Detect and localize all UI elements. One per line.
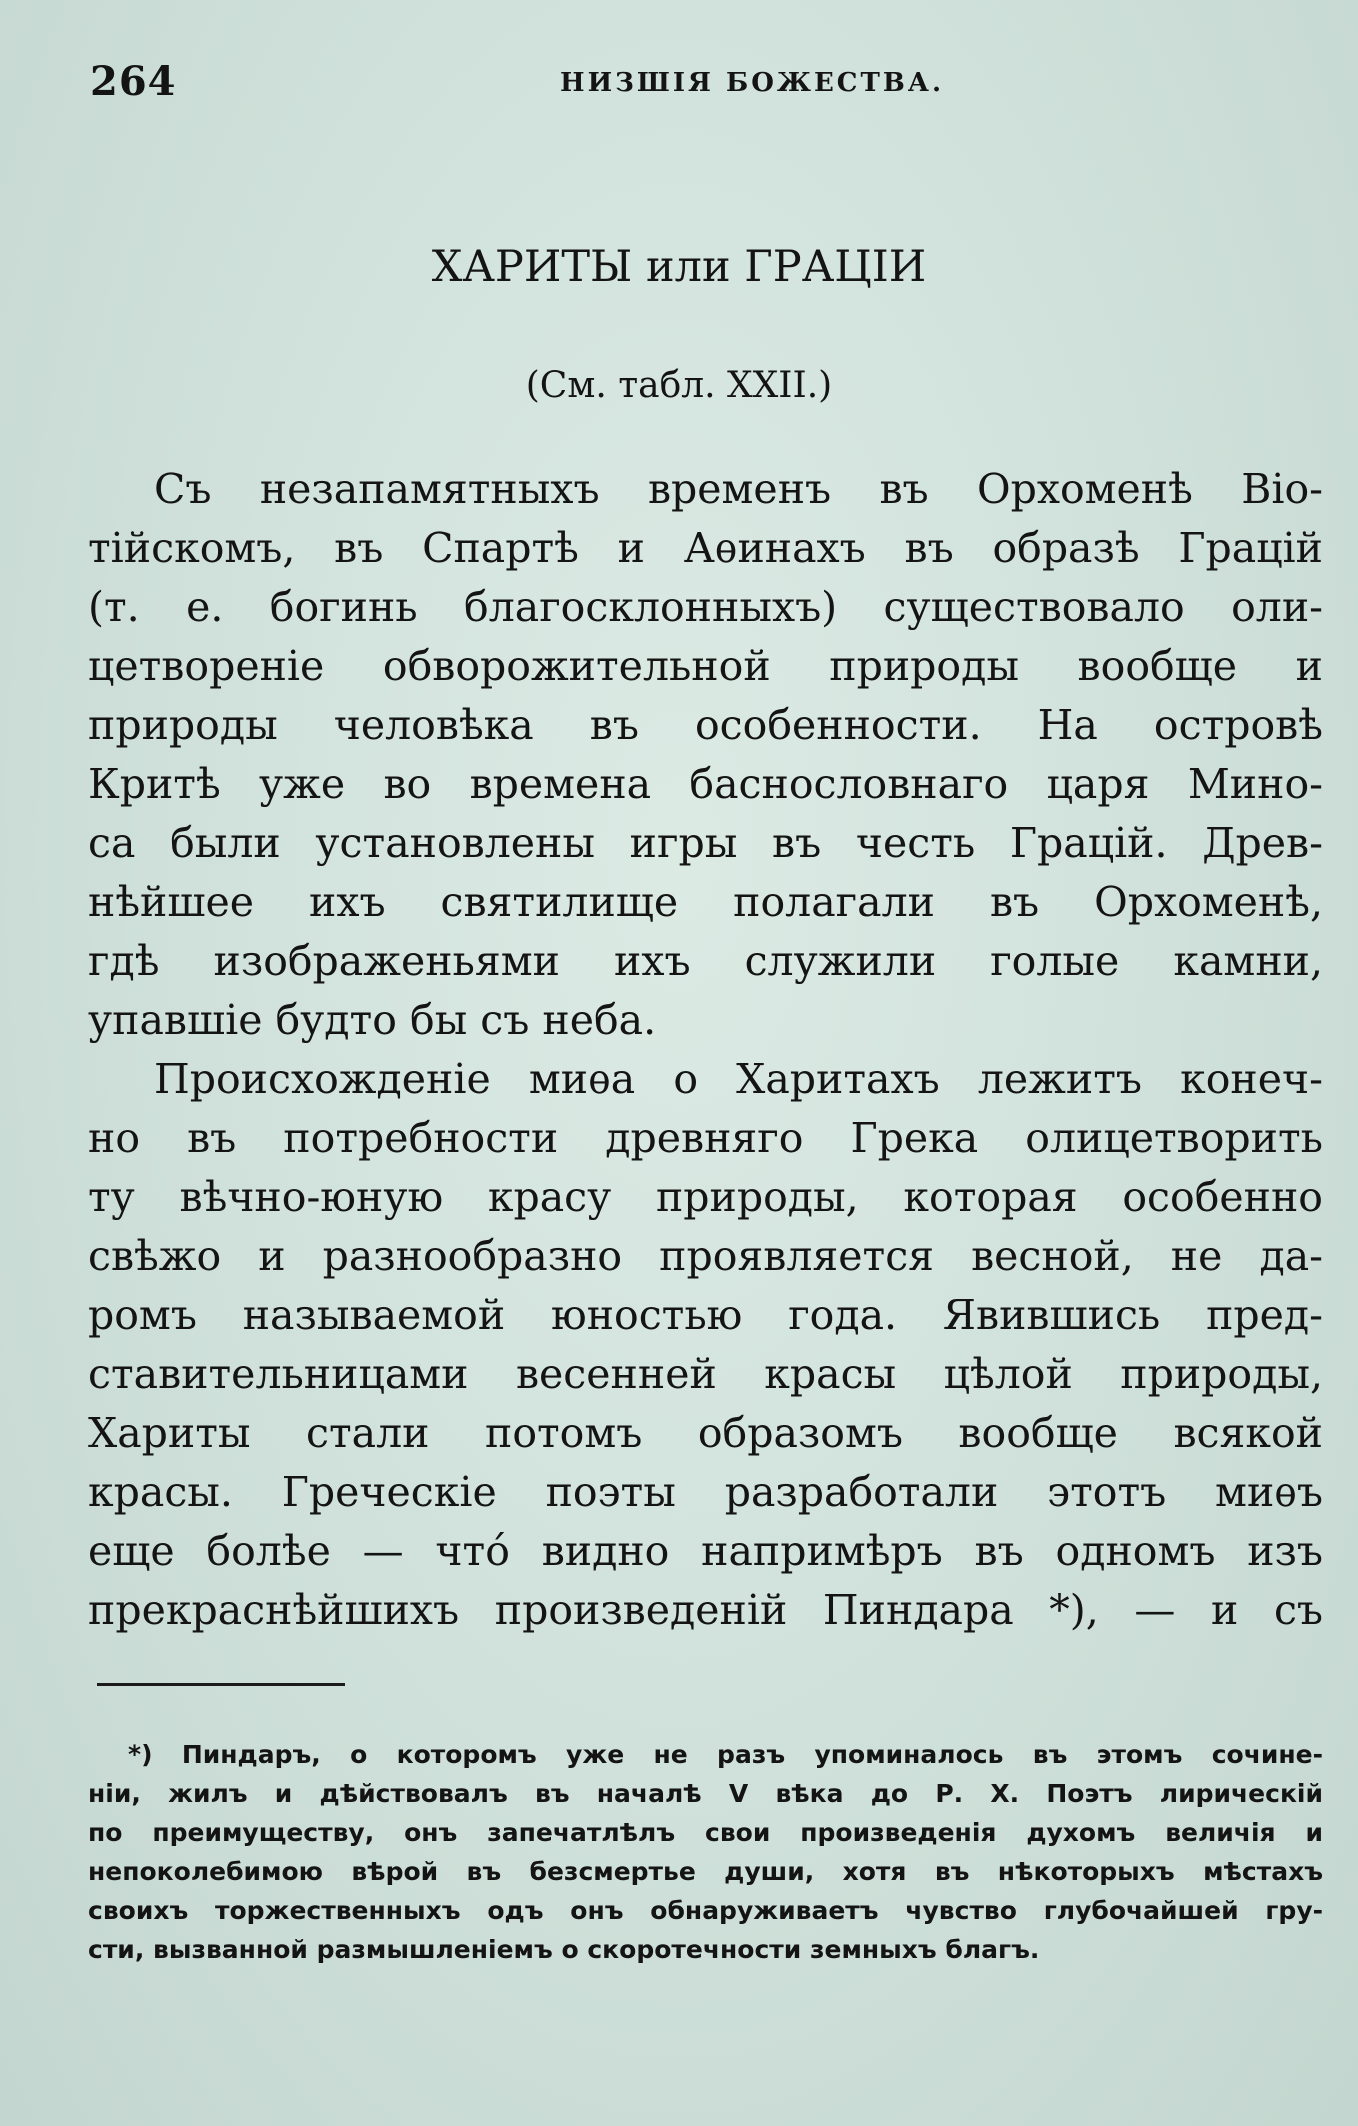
body-line: гдѣ изображеньями ихъ служили голые камни,: [88, 937, 1323, 985]
body-line: (т. е. богинь благосклонныхъ) существовало оли-: [88, 583, 1323, 631]
footnote: [88, 1735, 1323, 1969]
body-line: но въ потребности древняго Грека олицетворить: [88, 1114, 1323, 1162]
page-header: [90, 58, 1330, 108]
footnote-line: своихъ торжественныхъ одъ онъ обнаруживаетъ чувство глубочайшей гру-: [88, 1896, 1323, 1925]
section-title: ХАРИТЫ или ГРАЦІИ: [431, 242, 927, 292]
footnote-line: сти, вызванной размышленіемъ о скоротечности земныхъ благъ.: [88, 1935, 1040, 1964]
body-line: ромъ называемой юностью года. Явившись пред-: [88, 1291, 1323, 1339]
body-line: Критѣ уже во времена баснословнаго царя Мино-: [88, 760, 1323, 808]
body-line: ту вѣчно-юную красу природы, которая особенно: [88, 1173, 1323, 1221]
footnote-line: *) Пиндаръ, о которомъ уже не разъ упоминалось въ этомъ сочине-: [128, 1740, 1323, 1769]
footnote-line: по преимуществу, онъ запечатлѣлъ свои произведенія духомъ величія и: [88, 1818, 1323, 1847]
footnote-line: непоколебимою вѣрой въ безсмертье души, хотя въ нѣкоторыхъ мѣстахъ: [88, 1857, 1323, 1886]
body-line: прекраснѣйшихъ произведеній Пиндара *), — и съ: [88, 1586, 1323, 1634]
body-line: еще болѣе — что́ видно напримѣръ въ одномъ изъ: [88, 1527, 1323, 1575]
body-line: цетвореніе обворожительной природы вообще и: [88, 642, 1323, 690]
body-line: Съ незапамятныхъ временъ въ Орхоменѣ Віо-: [154, 465, 1323, 513]
section-subtitle: (См. табл. XXII.): [525, 365, 833, 406]
page-number: 264: [90, 58, 177, 105]
body-line: красы. Греческіе поэты разработали этотъ миѳъ: [88, 1468, 1323, 1516]
body-line: упавшіе будто бы съ неба.: [88, 996, 657, 1044]
body-line: нѣйшее ихъ святилище полагали въ Орхоменѣ,: [88, 878, 1323, 926]
body-line: тійскомъ, въ Спартѣ и Аѳинахъ въ образѣ Грацій: [88, 524, 1323, 572]
body-line: природы человѣка въ особенности. На островѣ: [88, 701, 1323, 749]
body-text: [88, 460, 1323, 1640]
body-line: Происхожденіе миѳа о Харитахъ лежитъ конеч-: [154, 1055, 1323, 1103]
body-line: са были установлены игры въ честь Грацій. Древ-: [88, 819, 1323, 867]
footnote-divider: [97, 1683, 345, 1686]
body-line: Хариты стали потомъ образомъ вообще всякой: [88, 1409, 1323, 1457]
footnote-line: ніи, жилъ и дѣйствовалъ въ началѣ V вѣка до Р. Х. Поэтъ лирическій: [88, 1779, 1323, 1808]
running-head: НИЗШІЯ БОЖЕСТВА.: [560, 68, 945, 98]
body-line: свѣжо и разнообразно проявляется весной, не да-: [88, 1232, 1323, 1280]
body-line: ставительницами весенней красы цѣлой природы,: [88, 1350, 1323, 1398]
